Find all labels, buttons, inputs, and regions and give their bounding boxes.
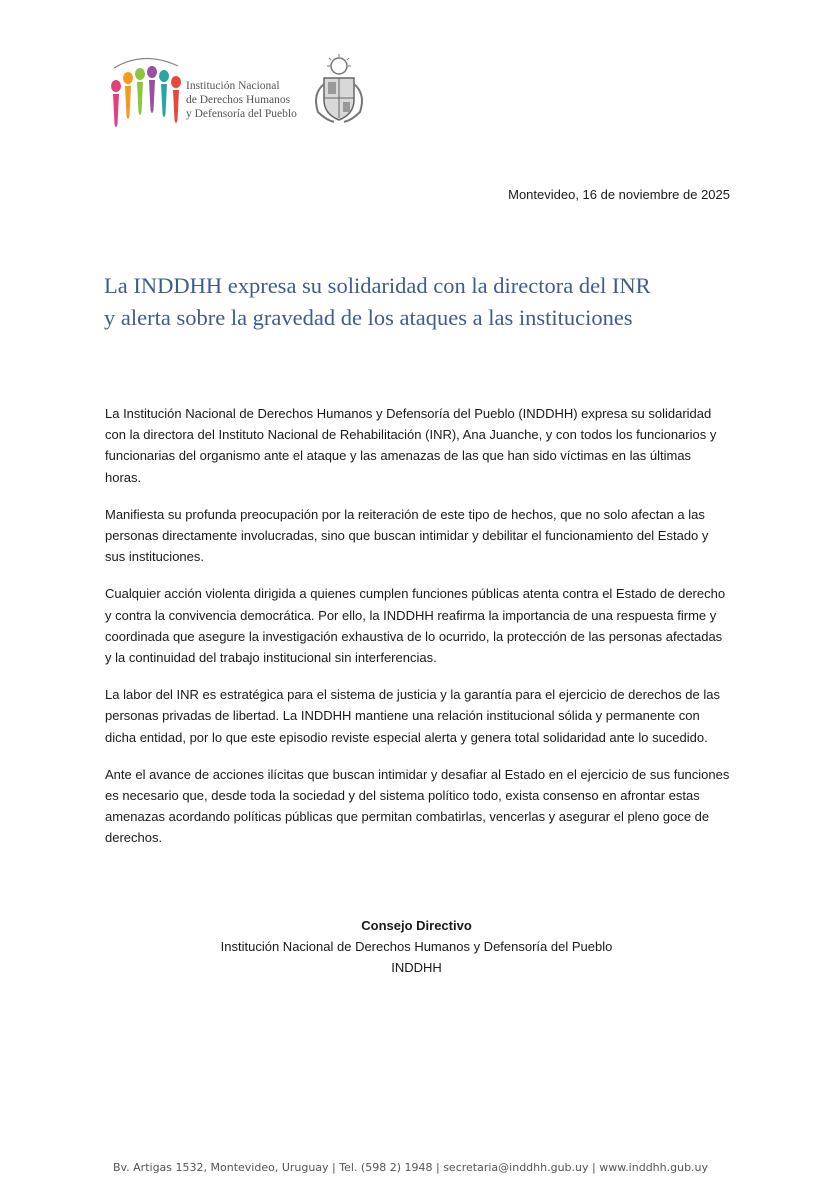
title-line-2: y alerta sobre la gravedad de los ataques a las instituciones bbox=[104, 305, 633, 330]
body-paragraph-1: La Institución Nacional de Derechos Humanos y Defensoría del Pueblo (INDDHH) expresa su solidaridad con la directora del Instituto Nacional de Rehabilitación (INR), Ana Juanche, y con todos los funcionarios y funcionarias del organismo ante el ataque y las amenazas de las que han sido víctimas en las últimas horas. bbox=[105, 406, 717, 485]
page-footer: Bv. Artigas 1532, Montevideo, Uruguay | Tel. (598 2) 1948 | secretaria@inddhh.gub.uy | www.inddhh.gub.uy bbox=[112, 1161, 709, 1174]
logo-figure-head bbox=[111, 80, 121, 92]
letter-body bbox=[105, 403, 730, 865]
page-title bbox=[104, 270, 724, 334]
signature-block bbox=[104, 915, 729, 978]
coat-of-arms-icon bbox=[308, 54, 370, 126]
org-name-line-1: Institución Nacional bbox=[186, 80, 280, 92]
logo-figure-head bbox=[135, 68, 145, 80]
org-name-line-3: y Defensoría del Pueblo bbox=[186, 108, 297, 120]
signature-council: Consejo Directivo bbox=[361, 918, 472, 933]
signature-institution: Institución Nacional de Derechos Humanos y Defensoría del Pueblo bbox=[220, 939, 613, 954]
logo-figure-head bbox=[171, 76, 181, 88]
body-paragraph-2: Manifiesta su profunda preocupación por la reiteración de este tipo de hechos, que no solo afectan a las personas directamente involucradas, sino que buscan intimidar y debilitar el funcionamiento del Estado y sus instituciones. bbox=[105, 506, 709, 565]
body-paragraph-4: La labor del INR es estratégica para el sistema de justicia y la garantía para el ejercicio de derechos de las personas privadas de libertad. La INDDHH mantiene una relación institucional sólida y permanente con dicha entidad, por lo que este episodio reviste especial alerta y genera total solidaridad ante lo sucedido. bbox=[105, 687, 720, 745]
org-name-line-2: de Derechos Humanos bbox=[186, 94, 291, 106]
logo-figure-head bbox=[159, 70, 169, 82]
letter-date: Montevideo, 16 de noviembre de 2025 bbox=[508, 187, 730, 202]
inddhh-logo-icon bbox=[108, 52, 188, 130]
logo-figure-body bbox=[149, 80, 155, 113]
title-line-1: La INDDHH expresa su solidaridad con la directora del INR bbox=[104, 273, 651, 298]
logo-figure-head bbox=[123, 72, 133, 84]
logo-figure-body bbox=[137, 82, 143, 115]
logo-figure-body bbox=[161, 84, 167, 117]
logo-figure-body bbox=[113, 94, 119, 127]
logo-figure-body bbox=[125, 86, 131, 119]
letterhead bbox=[108, 52, 378, 132]
org-name bbox=[186, 79, 326, 121]
signature-acronym: INDDHH bbox=[391, 960, 442, 975]
body-paragraph-3: Cualquier acción violenta dirigida a quienes cumplen funciones públicas atenta contra el Estado de derecho y contra la convivencia democrática. Por ello, la INDDHH reafirma la importancia de una respuesta firme y coordinada que asegure la investigación exhaustiva de lo ocurrido, la protección de las personas afectadas y la continuidad del trabajo institucional sin interferencias. bbox=[105, 586, 726, 666]
logo-figure-body bbox=[173, 90, 179, 123]
logo-figure-head bbox=[147, 66, 157, 78]
body-paragraph-5: Ante el avance de acciones ilícitas que buscan intimidar y desafiar al Estado en el ejercicio de sus funciones es necesario que, desde toda la sociedad y del sistema político todo, exista consenso en afrontar estas amenazas acordando políticas públicas que permitan combatirlas, vencerlas y asegurar el pleno goce de derechos. bbox=[105, 766, 730, 846]
